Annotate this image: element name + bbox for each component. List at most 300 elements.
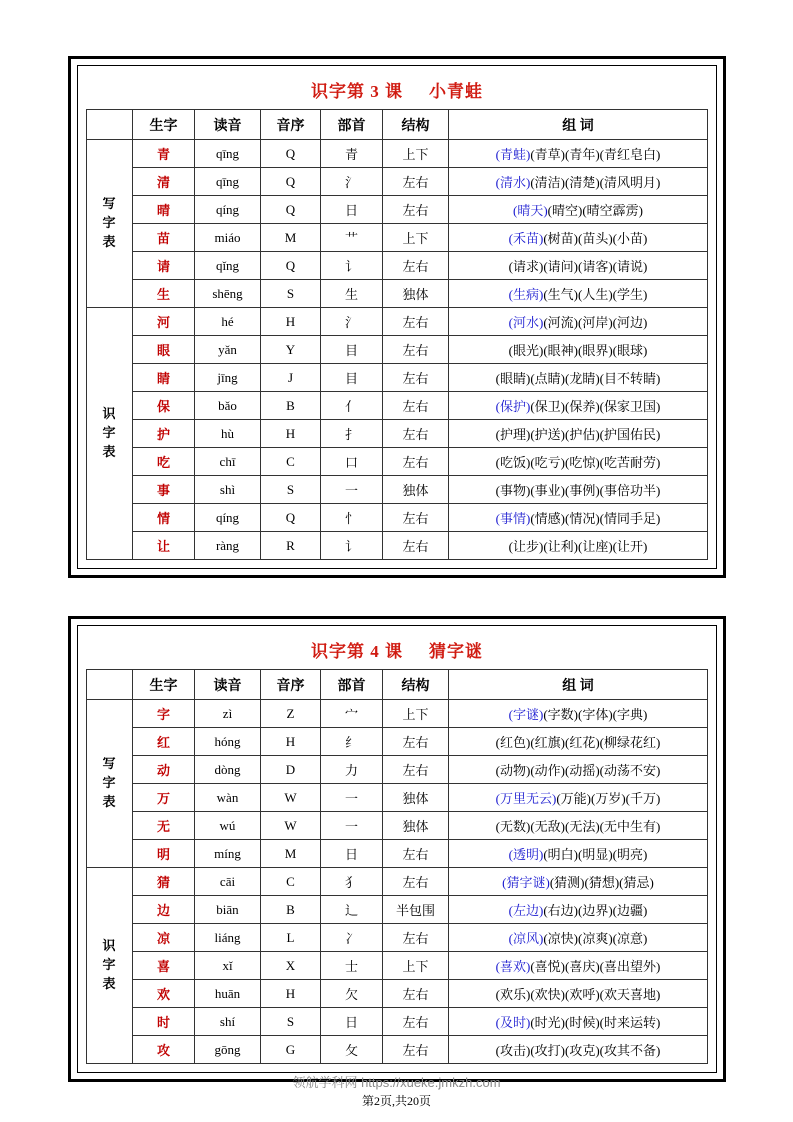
cell-initial: H xyxy=(261,308,321,336)
cell-words xyxy=(449,868,708,896)
cell-structure: 左右 xyxy=(383,336,449,364)
cell-structure: 半包围 xyxy=(383,896,449,924)
cell-initial: Q xyxy=(261,168,321,196)
cell-initial: H xyxy=(261,420,321,448)
table-row xyxy=(87,1008,708,1036)
cell-structure: 左右 xyxy=(383,196,449,224)
word-item: (红花) xyxy=(565,735,600,750)
cell-character: 请 xyxy=(133,252,195,280)
cell-pinyin: jīng xyxy=(195,364,261,392)
cell-words xyxy=(449,1008,708,1036)
cell-structure: 上下 xyxy=(383,224,449,252)
table-row xyxy=(87,280,708,308)
cell-radical: 纟 xyxy=(321,728,383,756)
cell-structure: 左右 xyxy=(383,924,449,952)
cell-words xyxy=(449,224,708,252)
cell-words xyxy=(449,952,708,980)
table-row xyxy=(87,224,708,252)
table-body-2 xyxy=(87,700,708,1064)
cell-radical: 辶 xyxy=(321,896,383,924)
cell-words xyxy=(449,840,708,868)
cell-character: 让 xyxy=(133,532,195,560)
word-item: (明显) xyxy=(578,847,613,862)
cell-pinyin: wàn xyxy=(195,784,261,812)
table-header-row xyxy=(87,670,708,700)
header-yinxu: 音序 xyxy=(261,110,321,140)
cell-character: 猜 xyxy=(133,868,195,896)
word-item: (人生) xyxy=(578,287,613,302)
cell-character: 苗 xyxy=(133,224,195,252)
word-item: (明白) xyxy=(543,847,578,862)
cell-structure: 左右 xyxy=(383,868,449,896)
section-label-xiezibiao: 写 字 表 xyxy=(87,700,133,868)
table-row xyxy=(87,168,708,196)
cell-initial: S xyxy=(261,476,321,504)
word-item: (事业) xyxy=(530,483,565,498)
table-row xyxy=(87,840,708,868)
word-item: (万能) xyxy=(556,791,591,806)
cell-structure: 左右 xyxy=(383,392,449,420)
cell-radical: 氵 xyxy=(321,168,383,196)
word-item: (保护) xyxy=(495,399,531,414)
cell-words xyxy=(449,812,708,840)
cell-words xyxy=(449,140,708,168)
word-item: (猜测) xyxy=(549,875,585,890)
word-item: (保养) xyxy=(565,399,600,414)
word-item: (吃惊) xyxy=(565,455,600,470)
cell-structure: 左右 xyxy=(383,980,449,1008)
word-item: (青草) xyxy=(530,147,565,162)
cell-words xyxy=(449,448,708,476)
cell-pinyin: biān xyxy=(195,896,261,924)
section-label-shizibiao: 识 字 表 xyxy=(87,868,133,1064)
word-item: (边疆) xyxy=(612,903,648,918)
cell-radical: 欠 xyxy=(321,980,383,1008)
word-item: (河水) xyxy=(508,315,544,330)
cell-radical: 生 xyxy=(321,280,383,308)
word-item: (青年) xyxy=(565,147,600,162)
cell-structure: 上下 xyxy=(383,700,449,728)
section-label-shizibiao: 识 字 表 xyxy=(87,308,133,560)
lesson-title-2-left: 识字第 4 课 xyxy=(311,642,403,661)
word-item: (护国佑民) xyxy=(599,427,661,442)
word-item: (吃苦耐劳) xyxy=(599,455,661,470)
word-item: (请问) xyxy=(543,259,578,274)
cell-radical: 力 xyxy=(321,756,383,784)
cell-character: 字 xyxy=(133,700,195,728)
cell-radical: 一 xyxy=(321,476,383,504)
word-item: (喜出望外) xyxy=(599,959,661,974)
word-item: (欢乐) xyxy=(495,987,531,1002)
cell-structure: 左右 xyxy=(383,504,449,532)
word-item: (生气) xyxy=(543,287,578,302)
table-row xyxy=(87,896,708,924)
cell-words xyxy=(449,252,708,280)
word-item: (眼界) xyxy=(578,343,613,358)
cell-radical: 一 xyxy=(321,784,383,812)
word-item: (字谜) xyxy=(508,707,544,722)
cell-pinyin: qīng xyxy=(195,168,261,196)
word-item: (小苗) xyxy=(612,231,648,246)
cell-words xyxy=(449,168,708,196)
word-item: (树苗) xyxy=(543,231,578,246)
cell-radical: 日 xyxy=(321,196,383,224)
word-item: (请求) xyxy=(508,259,544,274)
word-item: (明亮) xyxy=(612,847,648,862)
table-row xyxy=(87,728,708,756)
table-row xyxy=(87,364,708,392)
word-item: (河岸) xyxy=(578,315,613,330)
word-item: (攻其不备) xyxy=(599,1043,661,1058)
cell-structure: 左右 xyxy=(383,308,449,336)
lesson-card-2-inner xyxy=(77,625,717,1073)
header-bushou: 部首 xyxy=(321,110,383,140)
cell-character: 吃 xyxy=(133,448,195,476)
word-item: (禾苗) xyxy=(508,231,544,246)
cell-structure: 左右 xyxy=(383,756,449,784)
cell-words xyxy=(449,1036,708,1064)
cell-words xyxy=(449,700,708,728)
cell-initial: W xyxy=(261,812,321,840)
word-item: (及时) xyxy=(495,1015,531,1030)
section-label-xiezibiao: 写 字 表 xyxy=(87,140,133,308)
table-row xyxy=(87,784,708,812)
lesson-title-2-right: 猜字谜 xyxy=(429,642,483,661)
cell-character: 欢 xyxy=(133,980,195,1008)
cell-radical: 目 xyxy=(321,336,383,364)
cell-pinyin: wú xyxy=(195,812,261,840)
header-blank xyxy=(87,110,133,140)
word-item: (让利) xyxy=(543,539,578,554)
cell-structure: 左右 xyxy=(383,448,449,476)
cell-pinyin: qǐng xyxy=(195,252,261,280)
table-row xyxy=(87,392,708,420)
table-row xyxy=(87,1036,708,1064)
table-row xyxy=(87,196,708,224)
cell-initial: Q xyxy=(261,196,321,224)
word-item: (清水) xyxy=(495,175,531,190)
cell-structure: 左右 xyxy=(383,364,449,392)
header-zi: 生字 xyxy=(133,110,195,140)
cell-words xyxy=(449,420,708,448)
cell-structure: 左右 xyxy=(383,252,449,280)
lesson-card-1-inner xyxy=(77,65,717,569)
cell-character: 河 xyxy=(133,308,195,336)
table-row xyxy=(87,980,708,1008)
word-item: (河流) xyxy=(543,315,578,330)
word-item: (动荡不安) xyxy=(599,763,661,778)
table-row xyxy=(87,308,708,336)
word-item: (点睛) xyxy=(530,371,565,386)
word-item: (欢呼) xyxy=(565,987,600,1002)
word-item: (凉快) xyxy=(543,931,578,946)
cell-initial: W xyxy=(261,784,321,812)
cell-initial: X xyxy=(261,952,321,980)
word-item: (喜欢) xyxy=(495,959,531,974)
word-item: (攻克) xyxy=(565,1043,600,1058)
word-item: (保家卫国) xyxy=(599,399,661,414)
cell-words xyxy=(449,476,708,504)
table-row xyxy=(87,504,708,532)
cell-pinyin: qíng xyxy=(195,196,261,224)
header-blank xyxy=(87,670,133,700)
table-row xyxy=(87,700,708,728)
cell-pinyin: ràng xyxy=(195,532,261,560)
word-item: (吃亏) xyxy=(530,455,565,470)
cell-pinyin: liáng xyxy=(195,924,261,952)
header-duyin: 读音 xyxy=(195,670,261,700)
cell-radical: 讠 xyxy=(321,252,383,280)
cell-pinyin: shēng xyxy=(195,280,261,308)
cell-radical: 艹 xyxy=(321,224,383,252)
word-item: (事例) xyxy=(565,483,600,498)
cell-radical: 攵 xyxy=(321,1036,383,1064)
cell-character: 眼 xyxy=(133,336,195,364)
word-item: (请说) xyxy=(612,259,648,274)
table-row xyxy=(87,812,708,840)
word-item: (晴天) xyxy=(512,203,548,218)
cell-initial: M xyxy=(261,224,321,252)
word-item: (万里无云) xyxy=(495,791,557,806)
cell-character: 青 xyxy=(133,140,195,168)
cell-pinyin: qīng xyxy=(195,140,261,168)
cell-words xyxy=(449,504,708,532)
table-row xyxy=(87,252,708,280)
table-row xyxy=(87,336,708,364)
cell-pinyin: hé xyxy=(195,308,261,336)
word-item: (柳绿花红) xyxy=(599,735,661,750)
lesson-title-2 xyxy=(86,632,708,669)
word-item: (目不转睛) xyxy=(599,371,661,386)
header-zuci: 组 词 xyxy=(449,110,708,140)
word-item: (保卫) xyxy=(530,399,565,414)
word-item: (让开) xyxy=(612,539,648,554)
word-item: (眼神) xyxy=(543,343,578,358)
lesson-card-1 xyxy=(68,56,726,578)
cell-words xyxy=(449,196,708,224)
cell-radical: 犭 xyxy=(321,868,383,896)
cell-words xyxy=(449,280,708,308)
cell-pinyin: shì xyxy=(195,476,261,504)
word-item: (吃饭) xyxy=(495,455,531,470)
word-item: (红色) xyxy=(495,735,531,750)
cell-pinyin: hù xyxy=(195,420,261,448)
cell-character: 红 xyxy=(133,728,195,756)
cell-structure: 独体 xyxy=(383,812,449,840)
cell-words xyxy=(449,308,708,336)
cell-pinyin: yǎn xyxy=(195,336,261,364)
word-item: (眼光) xyxy=(508,343,544,358)
cell-initial: S xyxy=(261,1008,321,1036)
word-item: (情同手足) xyxy=(599,511,661,526)
lesson-title-1-right: 小青蛙 xyxy=(429,82,483,101)
table-body-1 xyxy=(87,140,708,560)
word-item: (让座) xyxy=(578,539,613,554)
word-item: (让步) xyxy=(508,539,544,554)
cell-initial: M xyxy=(261,840,321,868)
word-item: (猜想) xyxy=(584,875,620,890)
word-item: (清风明月) xyxy=(599,175,661,190)
cell-character: 晴 xyxy=(133,196,195,224)
word-item: (红旗) xyxy=(530,735,565,750)
cell-character: 时 xyxy=(133,1008,195,1036)
cell-structure: 左右 xyxy=(383,1008,449,1036)
cell-pinyin: cāi xyxy=(195,868,261,896)
table-row xyxy=(87,420,708,448)
header-zuci: 组 词 xyxy=(449,670,708,700)
word-item: (苗头) xyxy=(578,231,613,246)
footer-site: 领航学科网 https://xueke.jmkzh.com xyxy=(292,1075,501,1090)
cell-radical: 士 xyxy=(321,952,383,980)
cell-initial: D xyxy=(261,756,321,784)
word-item: (无法) xyxy=(565,819,600,834)
word-item: (眼球) xyxy=(612,343,648,358)
cell-structure: 上下 xyxy=(383,952,449,980)
word-item: (动作) xyxy=(530,763,565,778)
word-item: (清洁) xyxy=(530,175,565,190)
cell-structure: 独体 xyxy=(383,476,449,504)
lesson-title-1-left: 识字第 3 课 xyxy=(311,82,403,101)
cell-character: 攻 xyxy=(133,1036,195,1064)
cell-pinyin: xǐ xyxy=(195,952,261,980)
cell-character: 保 xyxy=(133,392,195,420)
word-item: (欢快) xyxy=(530,987,565,1002)
table-row xyxy=(87,476,708,504)
cell-pinyin: míng xyxy=(195,840,261,868)
cell-initial: Q xyxy=(261,252,321,280)
word-item: (事物) xyxy=(495,483,531,498)
word-item: (护理) xyxy=(495,427,531,442)
cell-pinyin: qíng xyxy=(195,504,261,532)
cell-initial: H xyxy=(261,728,321,756)
cell-initial: G xyxy=(261,1036,321,1064)
cell-pinyin: hóng xyxy=(195,728,261,756)
cell-initial: Y xyxy=(261,336,321,364)
cell-structure: 左右 xyxy=(383,1036,449,1064)
word-item: (时候) xyxy=(565,1015,600,1030)
word-item: (龙睛) xyxy=(565,371,600,386)
cell-pinyin: shí xyxy=(195,1008,261,1036)
cell-character: 护 xyxy=(133,420,195,448)
cell-initial: C xyxy=(261,448,321,476)
cell-pinyin: zì xyxy=(195,700,261,728)
cell-initial: Z xyxy=(261,700,321,728)
table-row xyxy=(87,868,708,896)
table-row xyxy=(87,532,708,560)
cell-initial: C xyxy=(261,868,321,896)
cell-words xyxy=(449,784,708,812)
cell-structure: 上下 xyxy=(383,140,449,168)
cell-radical: 氵 xyxy=(321,308,383,336)
cell-initial: L xyxy=(261,924,321,952)
cell-structure: 左右 xyxy=(383,168,449,196)
cell-structure: 左右 xyxy=(383,840,449,868)
word-item: (眼睛) xyxy=(495,371,531,386)
cell-structure: 独体 xyxy=(383,280,449,308)
word-item: (边界) xyxy=(578,903,613,918)
cell-character: 清 xyxy=(133,168,195,196)
table-row xyxy=(87,924,708,952)
word-item: (情况) xyxy=(565,511,600,526)
cell-initial: B xyxy=(261,896,321,924)
character-table-1 xyxy=(86,109,708,560)
cell-words xyxy=(449,364,708,392)
header-zi: 生字 xyxy=(133,670,195,700)
word-item: (生病) xyxy=(508,287,544,302)
word-item: (猜字谜) xyxy=(502,875,550,890)
word-item: (万岁) xyxy=(591,791,626,806)
cell-words xyxy=(449,924,708,952)
cell-character: 凉 xyxy=(133,924,195,952)
cell-words xyxy=(449,532,708,560)
cell-initial: B xyxy=(261,392,321,420)
cell-radical: 讠 xyxy=(321,532,383,560)
word-item: (青红皂白) xyxy=(599,147,661,162)
word-item: (时来运转) xyxy=(599,1015,661,1030)
cell-initial: H xyxy=(261,980,321,1008)
word-item: (晴空) xyxy=(547,203,583,218)
lesson-card-2 xyxy=(68,616,726,1082)
word-item: (欢天喜地) xyxy=(599,987,661,1002)
cell-radical: 口 xyxy=(321,448,383,476)
cell-words xyxy=(449,336,708,364)
cell-radical: 目 xyxy=(321,364,383,392)
word-item: (字体) xyxy=(578,707,613,722)
word-item: (无数) xyxy=(495,819,531,834)
footer-page-number: 第2页,共20页 xyxy=(361,1094,431,1108)
word-item: (无敌) xyxy=(530,819,565,834)
cell-radical: 冫 xyxy=(321,924,383,952)
cell-radical: 宀 xyxy=(321,700,383,728)
word-item: (凉爽) xyxy=(578,931,613,946)
word-item: (请客) xyxy=(578,259,613,274)
cell-radical: 扌 xyxy=(321,420,383,448)
cell-pinyin: miáo xyxy=(195,224,261,252)
word-item: (动物) xyxy=(495,763,531,778)
table-row xyxy=(87,448,708,476)
word-item: (攻击) xyxy=(495,1043,531,1058)
cell-initial: Q xyxy=(261,504,321,532)
cell-character: 情 xyxy=(133,504,195,532)
cell-radical: 一 xyxy=(321,812,383,840)
cell-radical: 青 xyxy=(321,140,383,168)
cell-character: 明 xyxy=(133,840,195,868)
cell-initial: J xyxy=(261,364,321,392)
word-item: (凉风) xyxy=(508,931,544,946)
word-item: (右边) xyxy=(543,903,578,918)
word-item: (字数) xyxy=(543,707,578,722)
cell-initial: Q xyxy=(261,140,321,168)
header-yinxu: 音序 xyxy=(261,670,321,700)
cell-words xyxy=(449,980,708,1008)
header-jiegou: 结构 xyxy=(383,110,449,140)
table-row xyxy=(87,140,708,168)
cell-character: 无 xyxy=(133,812,195,840)
cell-structure: 独体 xyxy=(383,784,449,812)
character-table-2 xyxy=(86,669,708,1064)
cell-radical: 日 xyxy=(321,840,383,868)
table-header-row xyxy=(87,110,708,140)
header-bushou: 部首 xyxy=(321,670,383,700)
cell-pinyin: bǎo xyxy=(195,392,261,420)
cell-pinyin: huān xyxy=(195,980,261,1008)
word-item: (凉意) xyxy=(612,931,648,946)
cell-radical: 忄 xyxy=(321,504,383,532)
cell-words xyxy=(449,756,708,784)
word-item: (喜庆) xyxy=(565,959,600,974)
cell-radical: 亻 xyxy=(321,392,383,420)
word-item: (事情) xyxy=(495,511,531,526)
